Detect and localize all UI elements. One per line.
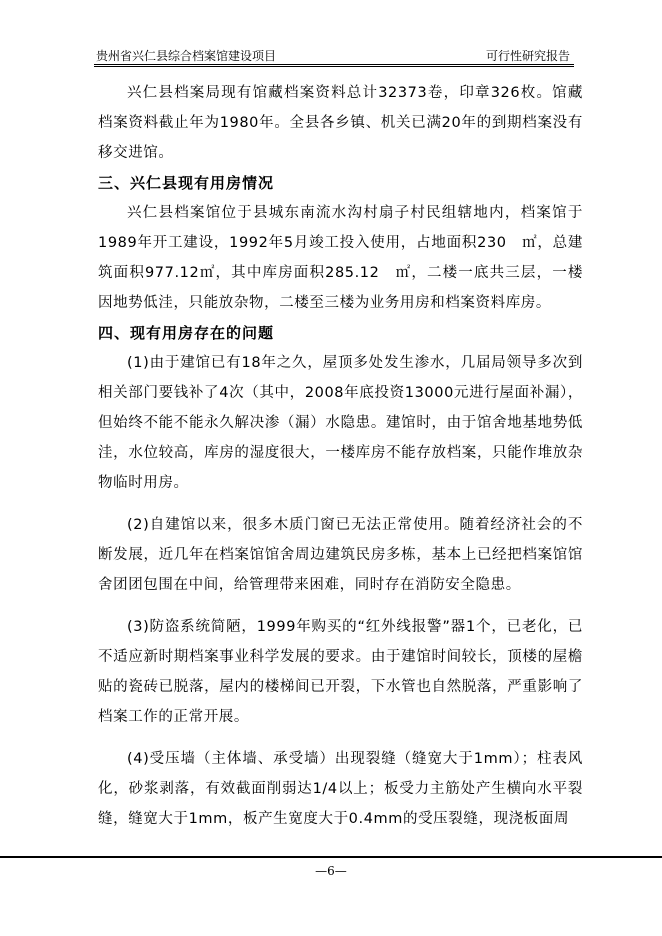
section-3-paragraph: 兴仁县档案馆位于县城东南流水沟村扇子村民组辖地内，档案馆于1989年开工建设，1992年5月竣工投入使用，占地面积230 ㎡，总建筑面积977.12㎡，其中库房面积285.12 ㎡，二楼一底共三层，一楼因地势低洼，只能放杂物，二楼至三楼为业务用房和档案资料库房。 <box>98 205 583 311</box>
document-type: 可行性研究报告 <box>485 49 570 63</box>
header-rule <box>94 64 574 65</box>
page-header <box>94 44 574 64</box>
problem-paragraph-3: (3)防盗系统简陋，1999年购买的“红外线报警”器1个，已老化，已不适应新时期档案事业科学发展的要求。由于建馆时间较长，顶楼的屋檐贴的瓷砖已脱落，屋内的楼梯间已开裂，下水管也自然脱落，严重影响了档案工作的正常开展。 <box>98 619 583 725</box>
project-title: 贵州省兴仁县综合档案馆建设项目 <box>96 49 277 63</box>
problem-paragraph-2: (2)自建馆以来，很多木质门窗已无法正常使用。随着经济社会的不断发展，近几年在档案馆馆舍周边建筑民房多栋，基本上已经把档案馆馆舍团团包围在中间，给管理带来困难，同时存在消防安全隐患。 <box>98 517 583 593</box>
document-body <box>98 78 583 834</box>
section-heading-4: 四、现有用房存在的问题 <box>98 324 275 342</box>
footer-rule <box>0 856 662 858</box>
header-rule-double <box>94 66 574 67</box>
problem-paragraph-1: (1)由于建馆已有18年之久，屋顶多处发生渗水，几届局领导多次到相关部门要钱补了4次（其中，2008年底投资13000元进行屋面补漏），但始终不能不能永久解决渗（漏）水隐患。建馆时，由于馆舍地基地势低洼，水位较高，库房的湿度很大，一楼库房不能存放档案，只能作堆放杂物临时用房。 <box>98 355 583 491</box>
section-heading-3: 三、兴仁县现有用房情况 <box>98 174 275 192</box>
page-number: —6— <box>315 864 347 878</box>
intro-paragraph: 兴仁县档案局现有馆藏档案资料总计32373卷，印章326枚。馆藏档案资料截止年为1980年。全县各乡镇、机关已满20年的到期档案没有移交进馆。 <box>98 85 583 161</box>
problem-paragraph-4: (4)受压墙（主体墙、承受墙）出现裂缝（缝宽大于1mm）；柱表风化，砂浆剥落，有效截面削弱达1/4以上；板受力主筋处产生横向水平裂缝，缝宽大于1mm，板产生宽度大于0.4mm的受压裂缝，现浇板面周 <box>98 751 583 827</box>
